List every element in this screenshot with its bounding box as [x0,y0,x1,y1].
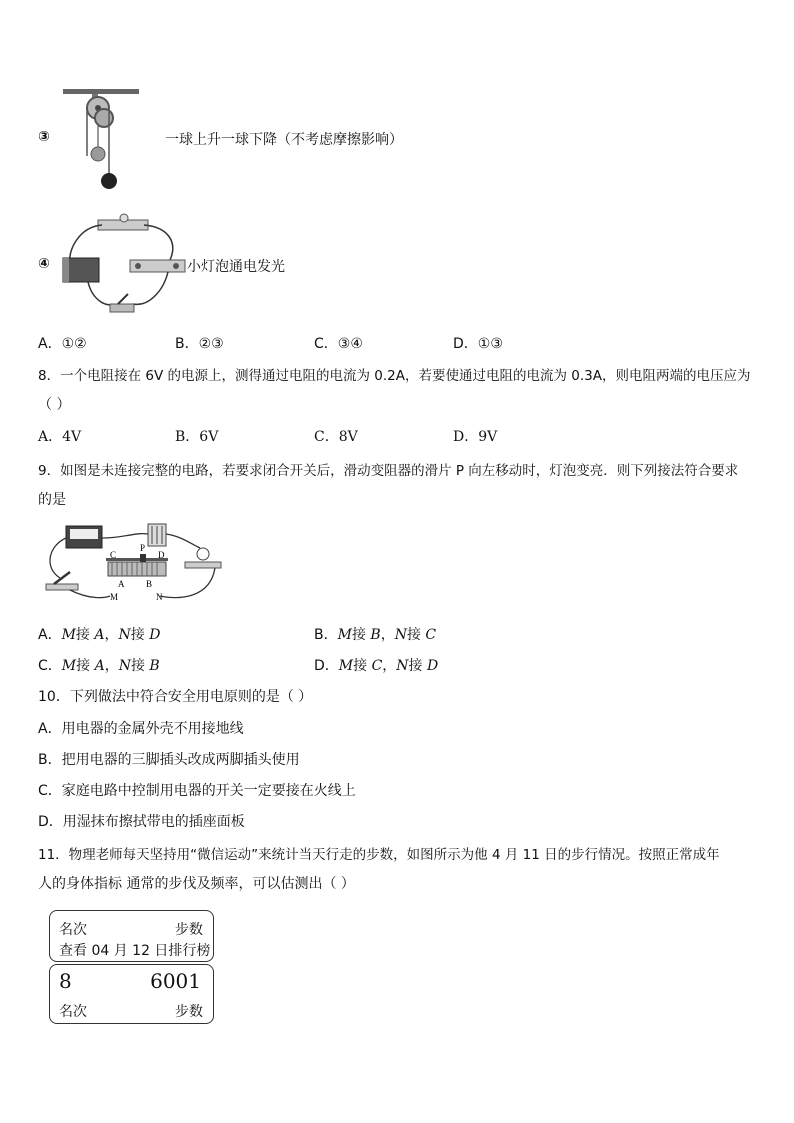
var-terminal: B [370,627,381,643]
rank-value: 8 [59,969,72,993]
var-n: N [118,658,131,674]
var-n: N [396,658,409,674]
view-ranking-link[interactable]: 查看 04 月 12 日排行榜 [59,943,211,959]
option-sep: ， [104,658,119,674]
q10-option-d[interactable]: D．用湿抹布擦拭带电的插座面板 [38,814,245,830]
q8-option-c[interactable]: C．8V [314,429,358,445]
var-m: M [61,627,76,643]
option-text: 接 [351,627,371,643]
option-text: 接 [76,658,95,674]
item4-marker: ④ [38,256,50,272]
card2-steps-label: 步数 [175,1004,203,1020]
var-terminal: D [149,627,161,643]
var-terminal: C [425,627,437,643]
ranking-card [49,910,214,962]
q9-option-d[interactable] [314,655,438,675]
label-a: A [118,579,125,589]
q11-stem-line2: 人的身体指标 通常的步伐及频率，可以估测出（ ） [38,876,355,892]
var-terminal: C [371,658,383,674]
step-record-card [49,964,214,1024]
var-terminal: A [94,627,105,643]
q9-stem-line1: 9．如图是未连接完整的电路，若要求闭合开关后，滑动变阻器的滑片 P 向左移动时，灯泡变亮．则下列接法符合要求 [38,463,739,479]
q10-stem: 10．下列做法中符合安全用电原则的是（ ） [38,689,313,705]
var-n: N [118,627,131,643]
var-terminal: B [149,658,160,674]
label-p: P [140,543,146,553]
option-prefix: D． [314,658,339,674]
var-terminal: D [427,658,439,674]
option-sep: ， [380,627,395,643]
q8-option-b[interactable]: B．6V [175,429,219,445]
q7-option-a[interactable]: A．①② [38,336,87,352]
q9-option-b[interactable] [314,624,436,644]
option-sep: ， [382,658,397,674]
label-n: N [156,592,163,602]
q8-option-d[interactable]: D．9V [453,429,498,445]
var-m: M [61,658,77,674]
q8-stem: 8．一个电阻接在 6V 的电源上，测得通过电阻的电流为 0.2A，若要使通过电阻的电流为 0.3A，则电阻两端的电压应为 [38,368,751,384]
q10-option-a[interactable]: A．用电器的金属外壳不用接地线 [38,721,244,737]
var-m: M [337,627,352,643]
q10-option-b[interactable]: B．把用电器的三脚插头改成两脚插头使用 [38,752,300,768]
q9-option-a[interactable] [38,624,160,644]
option-text: 接 [408,658,427,674]
label-c: C [110,550,117,560]
card1-rank-label: 名次 [59,922,87,938]
option-text: 接 [130,627,150,643]
card1-steps-label: 步数 [175,922,203,938]
option-prefix: A． [38,627,62,643]
label-m: M [110,592,119,602]
label-b: B [146,579,153,589]
var-n: N [394,627,407,643]
q9-stem-line2: 的是 [38,492,66,508]
rheostat-circuit-figure [40,518,230,608]
option-text: 接 [75,627,95,643]
pulley-figure [60,86,160,196]
option-sep: ， [104,627,119,643]
q9-option-c[interactable] [38,655,160,675]
q8-blank: （ ） [38,397,71,413]
option-prefix: C． [38,658,62,674]
option-prefix: B． [314,627,338,643]
q7-option-b[interactable]: B．②③ [175,336,224,352]
q10-option-c[interactable]: C．家庭电路中控制用电器的开关一定要接在火线上 [38,783,356,799]
option-text: 接 [130,658,150,674]
label-d: D [158,550,165,560]
item3-marker: ③ [38,129,50,145]
q7-option-d[interactable]: D．①③ [453,336,503,352]
q8-option-a[interactable]: A．4V [38,429,82,445]
option-text: 接 [353,658,372,674]
option-text: 接 [406,627,426,643]
steps-value: 6001 [150,969,201,993]
bulb-circuit-figure [58,212,188,322]
card2-rank-label: 名次 [59,1004,87,1020]
var-terminal: A [94,658,105,674]
q11-stem-line1: 11．物理老师每天坚持用“微信运动”来统计当天行走的步数，如图所示为他 4 月 11 日的步行情况。按照正常成年 [38,847,720,863]
var-m: M [338,658,354,674]
item4-description: 小灯泡通电发光 [187,259,285,275]
item3-description: 一球上升一球下降（不考虑摩擦影响） [165,132,403,148]
q7-option-c[interactable]: C．③④ [314,336,363,352]
